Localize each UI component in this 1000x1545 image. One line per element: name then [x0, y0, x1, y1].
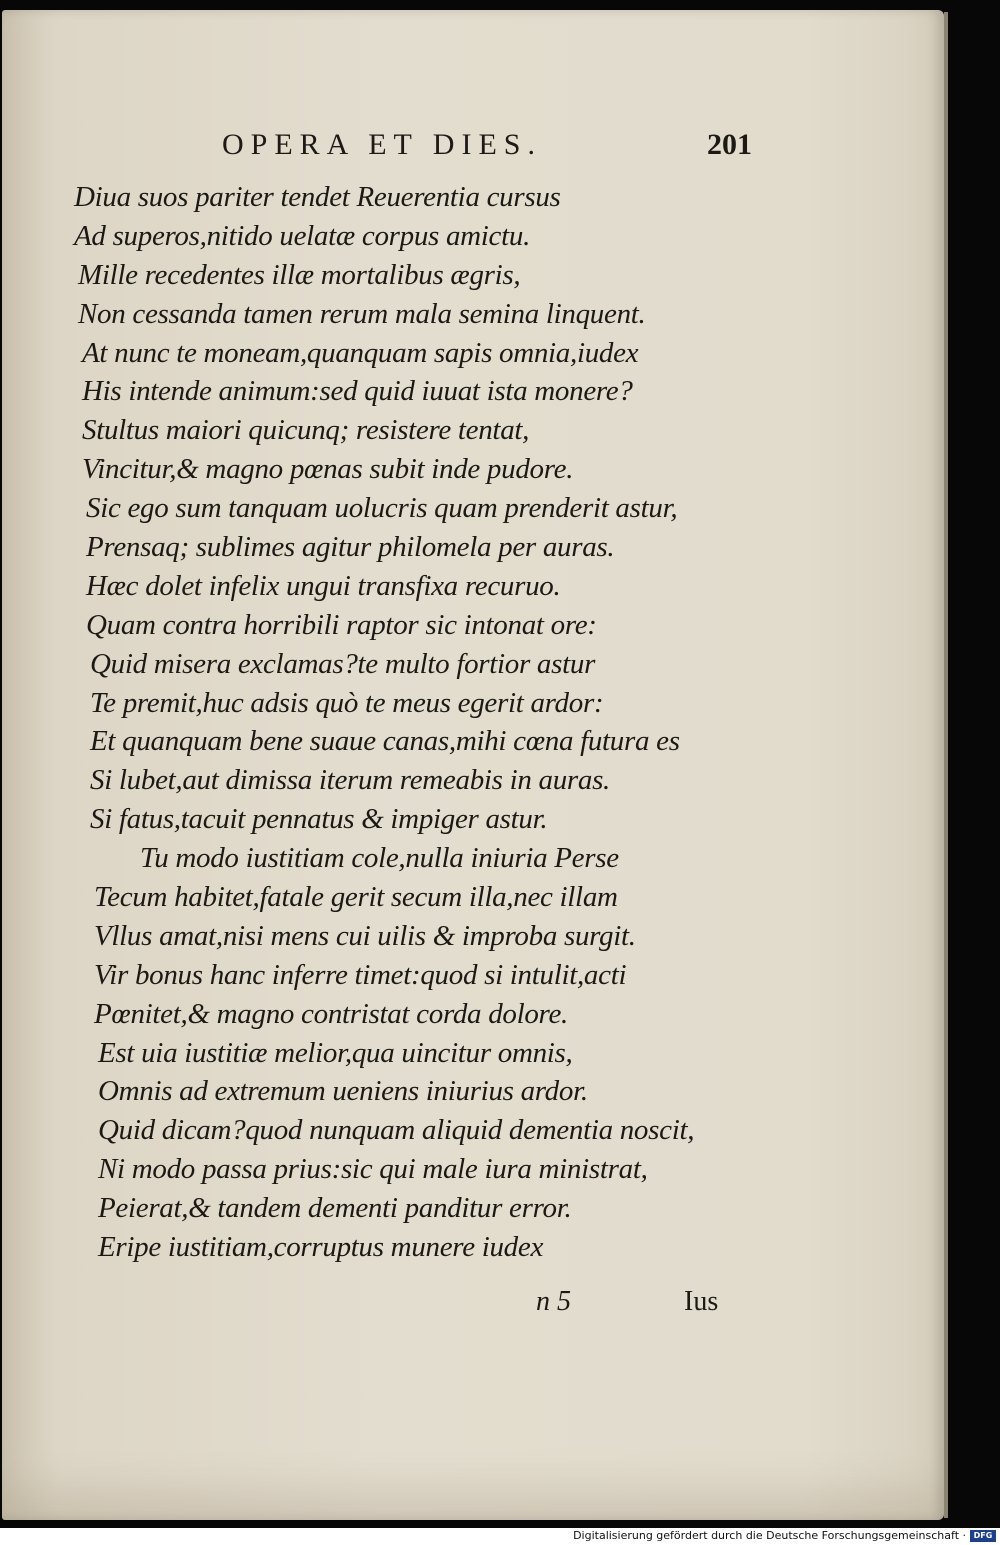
page-number: 201 [707, 128, 752, 161]
verse-line: Tecum habitet,fatale gerit secum illa,nec illam [94, 881, 618, 914]
verse-line: Eripe iustitiam,corruptus munere iudex [98, 1231, 544, 1264]
verse-line: At nunc te moneam,quanquam sapis omnia,iudex [82, 336, 639, 369]
verse-line: Omnis ad extremum ueniens iniurius ardor. [98, 1075, 588, 1108]
verse-line: Ad superos,nitido uelatæ corpus amictu. [74, 219, 531, 252]
running-title: OPERA ET DIES. [222, 128, 542, 161]
verse-line: Mille recedentes illæ mortalibus ægris, [78, 258, 521, 291]
verse-line: Vir bonus hanc inferre timet:quod si intulit,acti [94, 958, 627, 991]
verse-line: Peierat,& tandem dementi panditur error. [98, 1192, 572, 1225]
verse-line: Te premit,huc adsis quò te meus egerit ardor: [90, 686, 604, 719]
verse-line-indented: Tu modo iustitiam cole,nulla iniuria Perse [140, 842, 619, 875]
page-header [222, 128, 752, 168]
verse-line: Ni modo passa prius:sic qui male iura ministrat, [98, 1153, 648, 1186]
verse-line: Non cessanda tamen rerum mala semina linquent. [78, 297, 646, 330]
credit-text: Digitalisierung gefördert durch die Deutsche Forschungsgemeinschaft · [573, 1529, 966, 1542]
verse-text [74, 178, 754, 1267]
verse-line: Prensaq; sublimes agitur philomela per auras. [86, 531, 615, 564]
dfg-logo-icon: DFG [970, 1530, 996, 1542]
page-edge [944, 12, 948, 1518]
verse-line: Vllus amat,nisi mens cui uilis & improba surgit. [94, 919, 636, 952]
verse-line: Stultus maiori quicunq; resistere tentat, [82, 414, 530, 447]
verse-line: His intende animum:sed quid iuuat ista monere? [82, 375, 633, 408]
verse-line: Est uia iustitiæ melior,qua uincitur omnis, [98, 1036, 573, 1069]
verse-line: Si lubet,aut dimissa iterum remeabis in auras. [90, 764, 611, 797]
verse-line: Vincitur,& magno pœnas subit inde pudore. [82, 453, 574, 486]
verse-line: Pœnitet,& magno contristat corda dolore. [94, 997, 568, 1030]
verse-line: Si fatus,tacuit pennatus & impiger astur. [90, 803, 548, 836]
verse-line: Et quanquam bene suaue canas,mihi cœna futura es [90, 725, 680, 758]
verse-line: Quam contra horribili raptor sic intonat ore: [86, 608, 597, 641]
catchword: Ius [684, 1286, 719, 1317]
verse-line: Diua suos pariter tendet Reuerentia cursus [74, 181, 561, 213]
verse-line: Sic ego sum tanquam uolucris quam prenderit astur, [86, 492, 678, 525]
verse-line: Quid dicam?quod nunquam aliquid dementia noscit, [98, 1114, 695, 1147]
credit-bar [0, 1528, 1000, 1545]
verse-line: Quid misera exclamas?te multo fortior astur [90, 647, 596, 680]
verse-line: Hæc dolet infelix ungui transfixa recuruo. [86, 569, 561, 602]
signature-mark: n 5 [536, 1286, 571, 1317]
page-footer [536, 1286, 736, 1322]
